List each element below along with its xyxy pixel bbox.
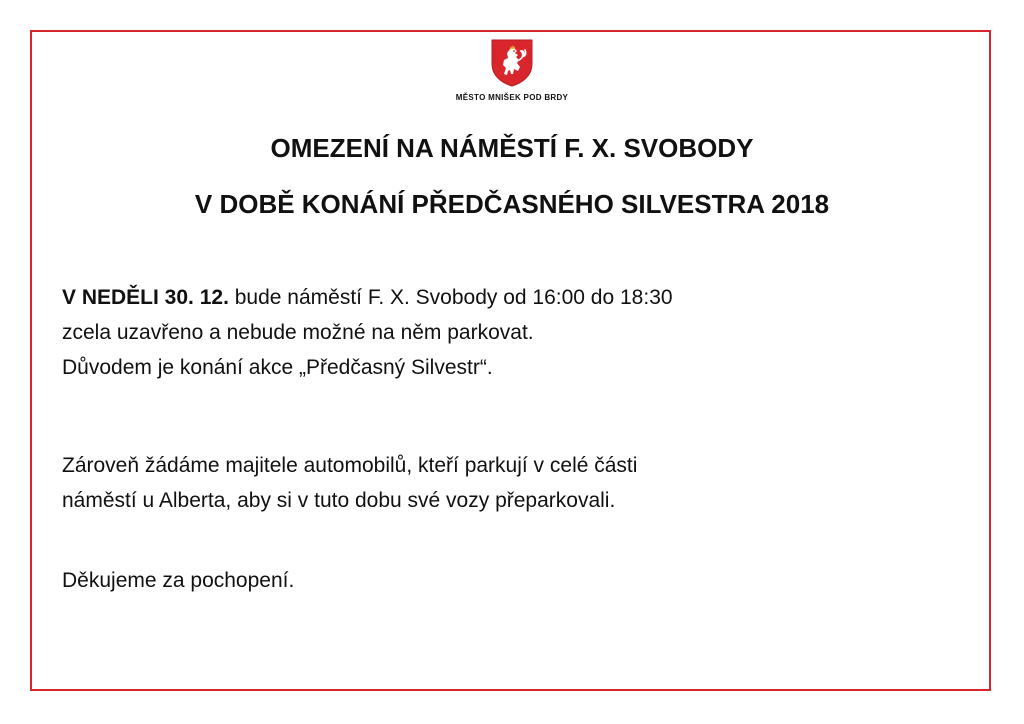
paragraph-closure-line-2: zcela uzavřeno a nebude možné na něm parkovat.	[62, 321, 534, 344]
notice-title-line-1: OMEZENÍ NA NÁMĚSTÍ F. X. SVOBODY	[270, 133, 754, 163]
paragraph-request-line-1: Zároveň žádáme majitele automobilů, kteří parkují v celé části	[62, 454, 638, 477]
notice-title-line-2: V DOBĚ KONÁNÍ PŘEDČASNÉHO SILVESTRA 2018	[194, 189, 830, 219]
paragraph-request-line-2: náměstí u Alberta, aby si v tuto dobu své vozy přeparkovali.	[62, 489, 616, 512]
date-emphasis: V NEDĚLI 30. 12.	[62, 286, 229, 309]
paragraph-closure	[62, 280, 962, 385]
closure-text-1: bude náměstí F. X. Svobody od 16:00 do 18:30	[228, 286, 673, 309]
czech-lion-crest-icon	[490, 38, 534, 88]
paragraph-thanks-line-1: Děkujeme za pochopení.	[62, 569, 295, 592]
paragraph-closure-line-3: Důvodem je konání akce „Předčasný Silvestr“.	[62, 356, 493, 379]
org-name: MĚSTO MNIŠEK POD BRDY	[455, 93, 569, 102]
logo	[0, 38, 1024, 93]
paragraph-thanks	[62, 563, 962, 598]
paragraph-closure-line-1	[62, 280, 962, 315]
paragraph-request	[62, 448, 962, 518]
